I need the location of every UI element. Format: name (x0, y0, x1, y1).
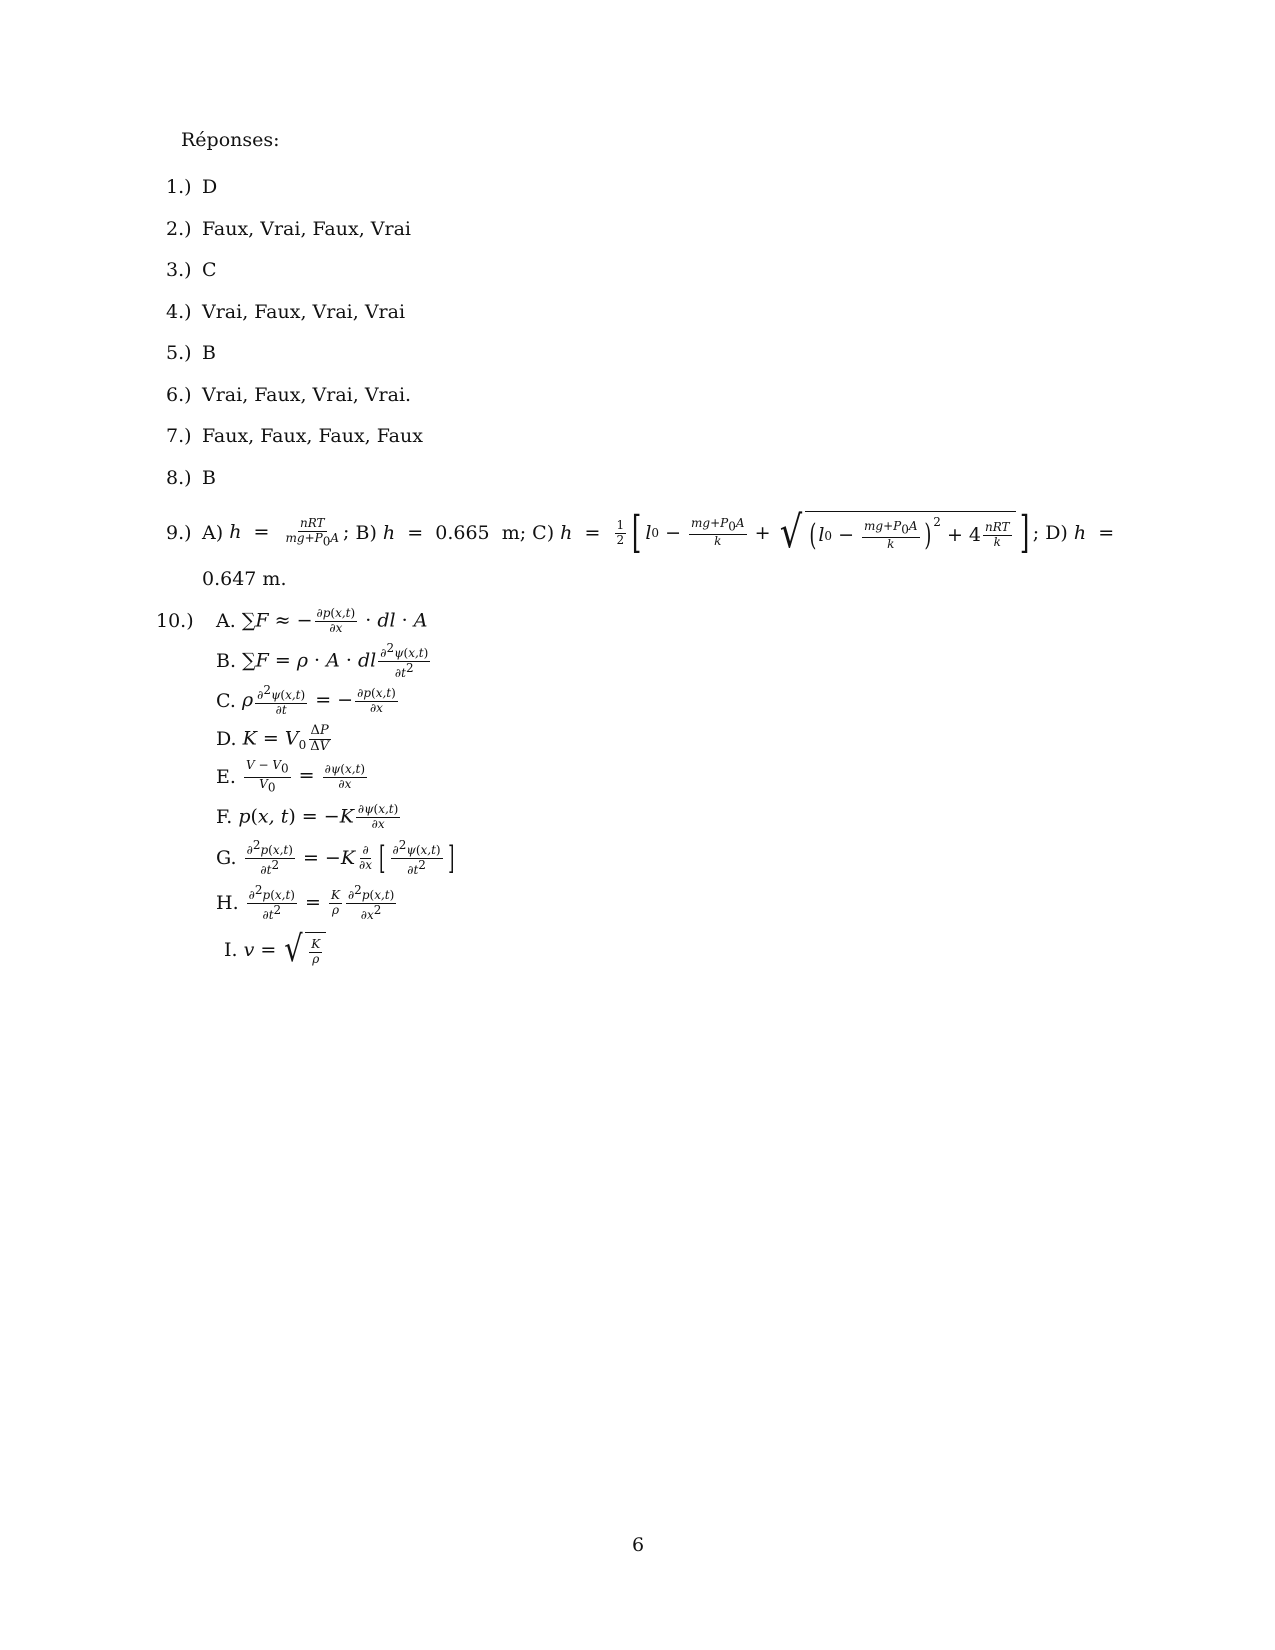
step-d (216, 722, 333, 756)
step-formula: $\frac{\partial^2p(x,t)}{\partial t^2}$ = $\frac{K}{\rho}$ $\frac{\partial^2p(x,t)}{\partial x^2}$ (248, 882, 395, 922)
answers-heading: Réponses: (181, 129, 280, 151)
part-c-formula: h = $\frac{1}{2}$ [ l 0 − $\frac{mg+P_0A}{k}$ + √ ( l 0 − $\frac{mg+P_0A}{k}$ ) $^2$ + 4 $\frac{\text{nRT}}{k}$ ] ; (560, 507, 1040, 558)
answer-text: D (202, 176, 218, 198)
step-formula: $\frac{\partial^2p(x,t)}{\partial t^2}$ = − K $\frac{\partial}{\partial x}$ [ $\frac{\partial^2\psi(x,t)}{\partial t^2}$ ] (246, 837, 454, 877)
answer-number: 5.) (166, 342, 192, 364)
step-label: C. (216, 689, 236, 712)
answer-number: 2.) (166, 218, 192, 240)
answer-6 (166, 386, 411, 405)
answer-9 (166, 508, 1114, 558)
answer-1 (166, 178, 217, 197)
answer-text: C (202, 259, 217, 281)
answer-number: 6.) (166, 384, 192, 406)
step-label: D. (216, 727, 237, 750)
page-number: 6 (632, 1534, 645, 1556)
answer-4 (166, 303, 405, 322)
answer-number: 4.) (166, 301, 192, 323)
step-label: A. (216, 609, 236, 632)
part-d-formula: h = (1073, 521, 1115, 544)
step-label: H. (216, 891, 239, 914)
step-formula: v = √ $\frac{K}{\rho}$ (244, 932, 327, 968)
step-b (216, 640, 432, 680)
step-a (216, 604, 427, 638)
step-formula: ρ $\frac{\partial^2\psi(x,t)}{\partial t}$ = − $\frac{\partial p(x,t)}{\partial x}$ (241, 683, 396, 717)
answer-number: 7.) (166, 425, 192, 447)
part-d-label: D) (1045, 521, 1068, 544)
step-formula: $\frac{V - V_0}{V_0}$ = $\frac{\partial\psi(x,t)}{\partial x}$ (245, 758, 366, 794)
answer-text: Faux, Faux, Faux, Faux (202, 425, 423, 447)
step-e (216, 760, 369, 794)
step-g (216, 838, 457, 878)
step-i (216, 930, 326, 970)
answer-text: B (202, 342, 216, 364)
step-formula: $K = V_0$ $\frac{\Delta P}{\Delta V}$ (242, 722, 330, 754)
answer-8 (166, 469, 216, 488)
step-label: E. (216, 765, 236, 788)
step-label: I. (224, 938, 238, 961)
answer-text: Faux, Vrai, Faux, Vrai (202, 218, 411, 240)
answer-9-continuation: 0.647 m. (202, 568, 287, 590)
step-label: B. (216, 649, 237, 672)
part-a-label: A) (202, 521, 224, 544)
step-formula: p(x, t) = −K $\frac{\partial\psi(x,t)}{\partial x}$ (238, 801, 399, 831)
answer-text: Vrai, Faux, Vrai, Vrai. (202, 384, 412, 406)
answer-10-number: 10.) (156, 610, 194, 632)
answer-7 (166, 427, 423, 446)
answer-5 (166, 344, 216, 363)
answer-3 (166, 261, 217, 280)
step-f (216, 800, 402, 834)
step-label: F. (216, 805, 233, 828)
part-c-label: C) (532, 521, 555, 544)
step-formula: ∑F = ρ · A · dl $\frac{\partial^2\psi(x,t)}{\partial t^2}$ (242, 640, 429, 680)
answer-2 (166, 220, 411, 239)
part-b-label: B) (355, 521, 377, 544)
answer-text: Vrai, Faux, Vrai, Vrai (202, 301, 406, 323)
step-label: G. (216, 846, 237, 869)
part-a-formula: h = $\frac{\text{nRT}}{mg+P_0A}$ ; (229, 516, 350, 549)
step-h (216, 882, 398, 922)
answer-number: 8.) (166, 467, 192, 489)
step-formula: ∑F ≈ − $\frac{\partial p(x,t)}{\partial x}$ · dl · A (241, 605, 428, 635)
part-b-value: h = 0.665 m; (382, 521, 527, 544)
answer-number: 9.) (166, 521, 192, 544)
answer-number: 1.) (166, 176, 192, 198)
answer-number: 3.) (166, 259, 192, 281)
step-c (216, 684, 400, 718)
answer-text: B (202, 467, 216, 489)
